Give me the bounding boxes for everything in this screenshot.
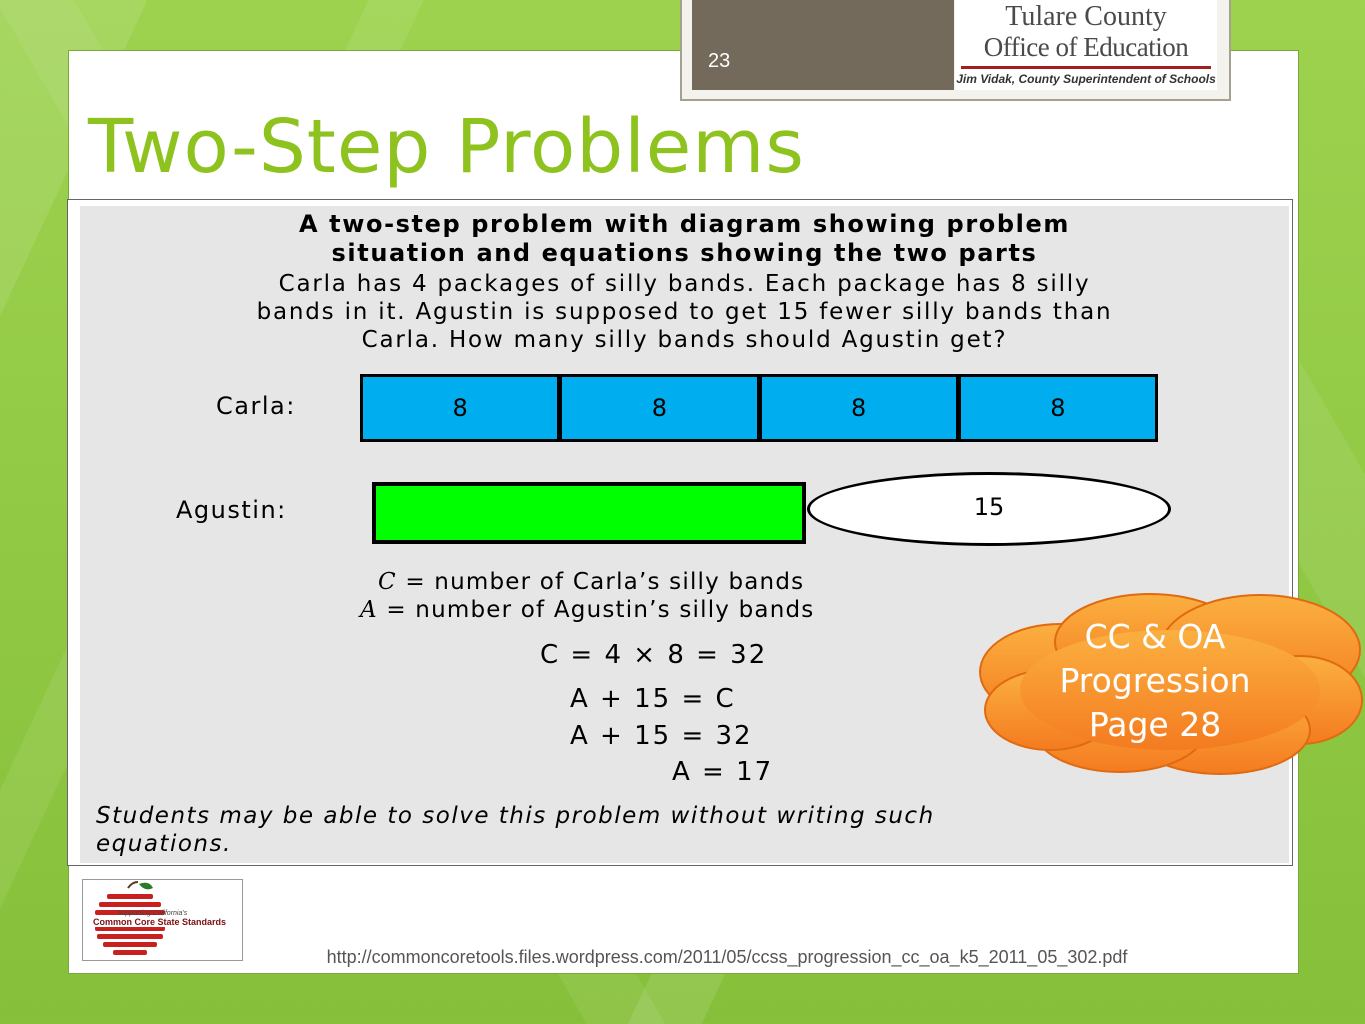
callout-line-3: Page 28 bbox=[1088, 705, 1222, 744]
problem-line-2: bands in it. Agustin is supposed to get 15 fewer silly bands than bbox=[256, 299, 1113, 325]
carla-segment: 8 bbox=[961, 377, 1155, 439]
agustin-label: Agustin: bbox=[176, 496, 287, 524]
carla-tape-diagram bbox=[360, 374, 1158, 442]
carla-label: Carla: bbox=[216, 392, 296, 420]
variable-c: C bbox=[378, 569, 397, 595]
equation-1: C = 4 × 8 = 32 bbox=[540, 640, 768, 670]
logo-line-3: Jim Vidak, County Superintendent of Schools bbox=[956, 72, 1216, 86]
figure-heading-line-1: A two-step problem with diagram showing problem bbox=[299, 210, 1070, 238]
agustin-tape-diagram bbox=[372, 482, 806, 544]
equation-3: A + 15 = 32 bbox=[570, 721, 753, 751]
logo-tagline: Supporting California's bbox=[117, 910, 188, 917]
tulare-county-logo bbox=[955, 0, 1217, 90]
callout-line-2: Progression bbox=[1059, 661, 1251, 700]
figure-heading bbox=[80, 210, 1289, 268]
carla-segment: 8 bbox=[562, 377, 761, 439]
definition-c-text: = number of Carla’s silly bands bbox=[405, 569, 805, 595]
variable-a: A bbox=[360, 597, 378, 623]
figure-note bbox=[96, 802, 1276, 858]
logo-rule bbox=[961, 66, 1211, 69]
problem-line-1: Carla has 4 packages of silly bands. Each package has 8 silly bbox=[278, 271, 1091, 297]
figure-heading-line-2: situation and equations showing the two parts bbox=[331, 239, 1038, 267]
source-link[interactable]: http://commoncoretools.files.wordpress.com/2011/05/ccss_progression_cc_oa_k5_2011_05_302.pdf bbox=[326, 947, 1128, 967]
logo-name: Common Core State Standards bbox=[93, 917, 227, 927]
variable-definitions bbox=[360, 568, 1060, 624]
callout-line-1: CC & OA bbox=[1084, 617, 1226, 656]
slide-number: 23 bbox=[692, 0, 954, 90]
page-title: Two-Step Problems bbox=[88, 104, 805, 190]
carla-segment: 8 bbox=[363, 377, 562, 439]
figure-note-line-1: Students may be able to solve this problem without writing such bbox=[96, 803, 935, 829]
figure-note-line-2: equations. bbox=[96, 831, 232, 857]
carla-segment: 8 bbox=[762, 377, 961, 439]
logo-line-2: Office of Education bbox=[983, 32, 1189, 62]
difference-ellipse bbox=[807, 472, 1171, 546]
logo-line-1: Tulare County bbox=[1005, 1, 1167, 32]
difference-value: 15 bbox=[973, 493, 1005, 521]
problem-line-3: Carla. How many silly bands should Agustin get? bbox=[361, 327, 1008, 353]
definition-a bbox=[360, 596, 1060, 624]
equation-4: A = 17 bbox=[672, 757, 774, 787]
callout-text bbox=[1055, 615, 1255, 747]
definition-a-text: = number of Agustin’s silly bands bbox=[386, 597, 815, 623]
problem-statement bbox=[80, 270, 1289, 354]
equation-2: A + 15 = C bbox=[570, 684, 736, 714]
definition-c bbox=[360, 568, 1060, 596]
common-core-logo bbox=[82, 879, 243, 961]
